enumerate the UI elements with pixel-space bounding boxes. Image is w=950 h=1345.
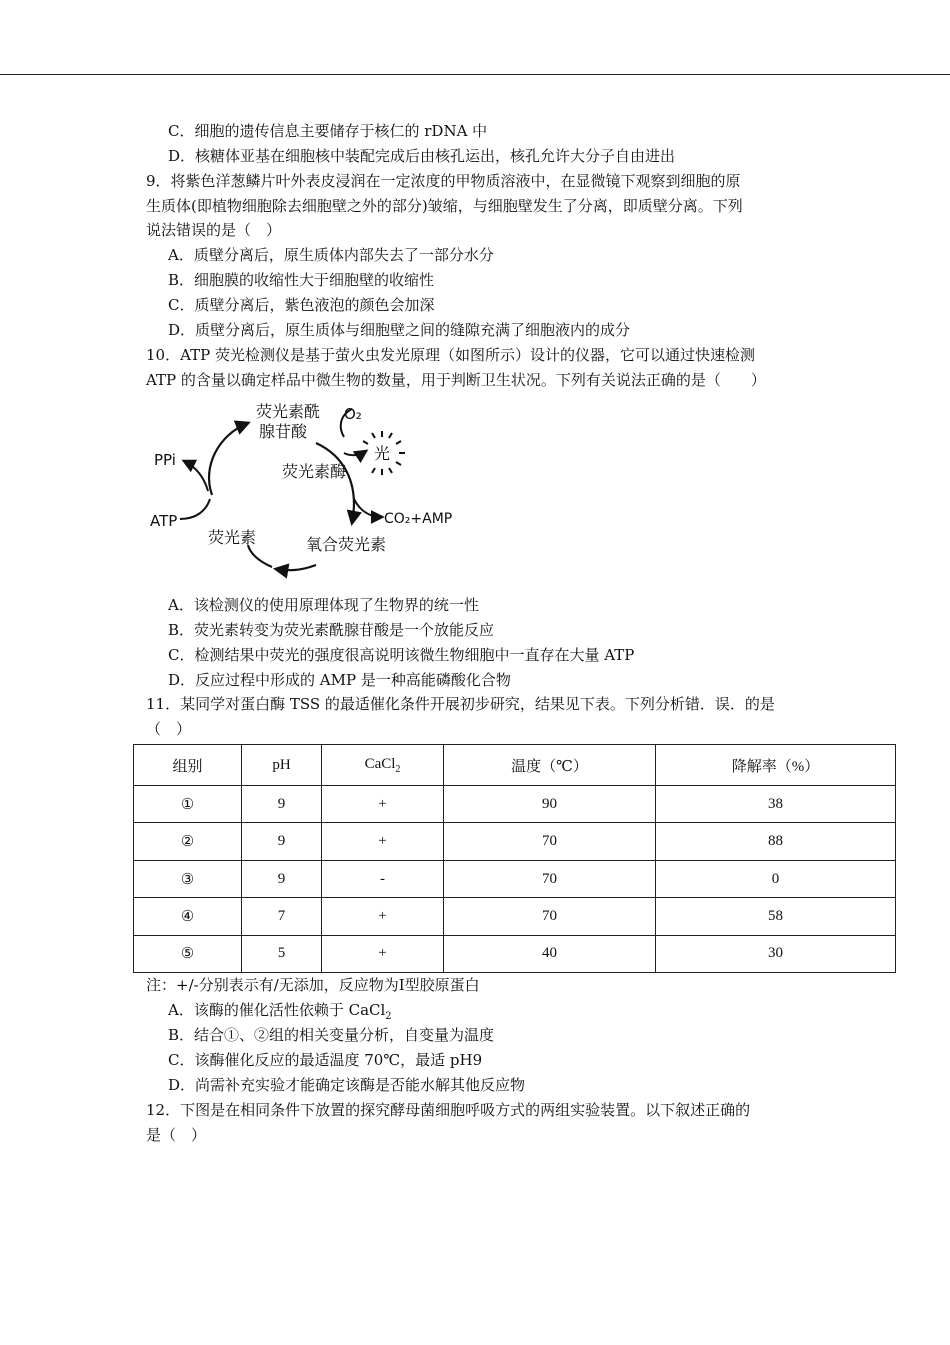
q9-option-b: B．细胞膜的收缩性大于细胞壁的收缩性 bbox=[168, 271, 435, 289]
label-o2: O₂ bbox=[344, 405, 362, 423]
enzyme-results-table bbox=[133, 744, 896, 973]
cell-group: ② bbox=[134, 823, 242, 860]
label-enzyme: 荧光素酶 bbox=[281, 462, 347, 481]
q8-option-c: C．细胞的遗传信息主要储存于核仁的 rDNA 中 bbox=[168, 122, 488, 140]
table-header-row bbox=[134, 745, 896, 786]
q11-stem-line2: （ ） bbox=[146, 720, 192, 738]
q12-stem-line1: 12．下图是在相同条件下放置的探究酵母菌细胞呼吸方式的两组实验装置。以下叙述正确的 bbox=[146, 1101, 751, 1119]
table-row bbox=[134, 935, 896, 972]
q9-stem-line1: 9．将紫色洋葱鳞片叶外表皮浸润在一定浓度的甲物质溶液中，在显微镜下观察到细胞的原 bbox=[146, 172, 741, 190]
cell-group: ⑤ bbox=[134, 935, 242, 972]
q10-option-c: C．检测结果中荧光的强度很高说明该微生物细胞中一直存在大量 ATP bbox=[168, 646, 635, 664]
arrow-tail-lower bbox=[248, 545, 272, 567]
q9-option-c: C．质壁分离后，紫色液泡的颜色会加深 bbox=[168, 296, 435, 314]
cell-temp: 70 bbox=[444, 860, 656, 897]
cell-temp: 90 bbox=[444, 786, 656, 823]
q11-option-a: A．该酶的催化活性依赖于 CaCl$_2$ bbox=[168, 1001, 392, 1022]
cell-cacl2: + bbox=[322, 823, 444, 860]
q11-stem-line1: 11．某同学对蛋白酶 TSS 的最适催化条件开展初步研究，结果见下表。下列分析错．误．的是 bbox=[146, 695, 775, 713]
arrow-release-ppi bbox=[184, 461, 208, 491]
header-degradation-rate: 降解率（%） bbox=[656, 745, 896, 786]
label-light: 光 bbox=[373, 444, 391, 463]
cell-ph: 9 bbox=[242, 786, 322, 823]
cell-group: ④ bbox=[134, 898, 242, 935]
cell-ph: 7 bbox=[242, 898, 322, 935]
cell-ph: 9 bbox=[242, 823, 322, 860]
q9-option-a: A．质壁分离后，原生质体内部失去了一部分水分 bbox=[168, 246, 494, 264]
q11-option-d: D．尚需补充实验才能确定该酶是否能水解其他反应物 bbox=[168, 1076, 526, 1094]
luciferase-cycle-diagram bbox=[140, 395, 480, 585]
cell-cacl2: + bbox=[322, 786, 444, 823]
label-luciferyl-adenylate-2: 腺苷酸 bbox=[258, 422, 308, 441]
arrow-light-out bbox=[344, 451, 366, 455]
table-row bbox=[134, 898, 896, 935]
q10-option-d: D．反应过程中形成的 AMP 是一种高能磷酸化合物 bbox=[168, 671, 511, 689]
cell-cacl2: - bbox=[322, 860, 444, 897]
q9-stem-line3: 说法错误的是（ ） bbox=[146, 221, 282, 239]
cell-group: ③ bbox=[134, 860, 242, 897]
q10-stem-line1: 10．ATP 荧光检测仪是基于萤火虫发光原理（如图所示）设计的仪器，它可以通过快速检测 bbox=[146, 346, 755, 364]
header-temperature: 温度（℃） bbox=[444, 745, 656, 786]
q12-stem-line2: 是（ ） bbox=[146, 1126, 207, 1144]
arrow-luciferin-to-adenylate bbox=[209, 423, 248, 495]
q10-option-a: A．该检测仪的使用原理体现了生物界的统一性 bbox=[168, 596, 479, 614]
table-row bbox=[134, 786, 896, 823]
label-products: CO₂+AMP bbox=[384, 511, 453, 527]
label-oxyluciferin: 氧合荧光素 bbox=[306, 535, 387, 554]
cell-temp: 70 bbox=[444, 898, 656, 935]
cell-rate: 30 bbox=[656, 935, 896, 972]
q9-stem-line2: 生质体(即植物细胞除去细胞壁之外的部分)皱缩，与细胞壁发生了分离，即质壁分离。下列 bbox=[146, 197, 743, 215]
q11-option-c: C．该酶催化反应的最适温度 70℃，最适 pH9 bbox=[168, 1051, 483, 1069]
arrow-atp-in bbox=[180, 499, 210, 519]
cell-cacl2: + bbox=[322, 898, 444, 935]
table-row bbox=[134, 823, 896, 860]
cell-rate: 38 bbox=[656, 786, 896, 823]
cell-rate: 0 bbox=[656, 860, 896, 897]
cell-group: ① bbox=[134, 786, 242, 823]
q9-option-d: D．质壁分离后，原生质体与细胞壁之间的缝隙充满了细胞液内的成分 bbox=[168, 321, 631, 339]
label-luciferyl-adenylate-1: 荧光素酰 bbox=[255, 402, 321, 421]
arrow-products-out bbox=[354, 499, 382, 517]
cell-ph: 5 bbox=[242, 935, 322, 972]
q11-option-b: B．结合①、②组的相关变量分析，自变量为温度 bbox=[168, 1026, 495, 1044]
header-rule bbox=[0, 74, 950, 75]
cell-rate: 58 bbox=[656, 898, 896, 935]
header-group: 组别 bbox=[134, 745, 242, 786]
cell-temp: 40 bbox=[444, 935, 656, 972]
header-ph: pH bbox=[242, 745, 322, 786]
label-luciferin: 荧光素 bbox=[208, 528, 257, 547]
q11-note: 注：+/-分别表示有/无添加，反应物为Ⅰ型胶原蛋白 bbox=[146, 976, 480, 994]
label-ppi: PPi bbox=[154, 451, 176, 469]
q8-option-d: D．核糖体亚基在细胞核中装配完成后由核孔运出，核孔允许大分子自由进出 bbox=[168, 147, 676, 165]
q10-option-b: B．荧光素转变为荧光素酰腺苷酸是一个放能反应 bbox=[168, 621, 495, 639]
table-row bbox=[134, 860, 896, 897]
cell-cacl2: + bbox=[322, 935, 444, 972]
cell-temp: 70 bbox=[444, 823, 656, 860]
arrow-oxyluciferin-to-luciferin bbox=[276, 565, 316, 570]
label-atp: ATP bbox=[150, 512, 178, 530]
cell-ph: 9 bbox=[242, 860, 322, 897]
cell-rate: 88 bbox=[656, 823, 896, 860]
q10-stem-line2: ATP 的含量以确定样品中微生物的数量，用于判断卫生状况。下列有关说法正确的是（ ） bbox=[146, 371, 766, 389]
header-cacl2: CaCl$_2$ bbox=[322, 745, 444, 786]
